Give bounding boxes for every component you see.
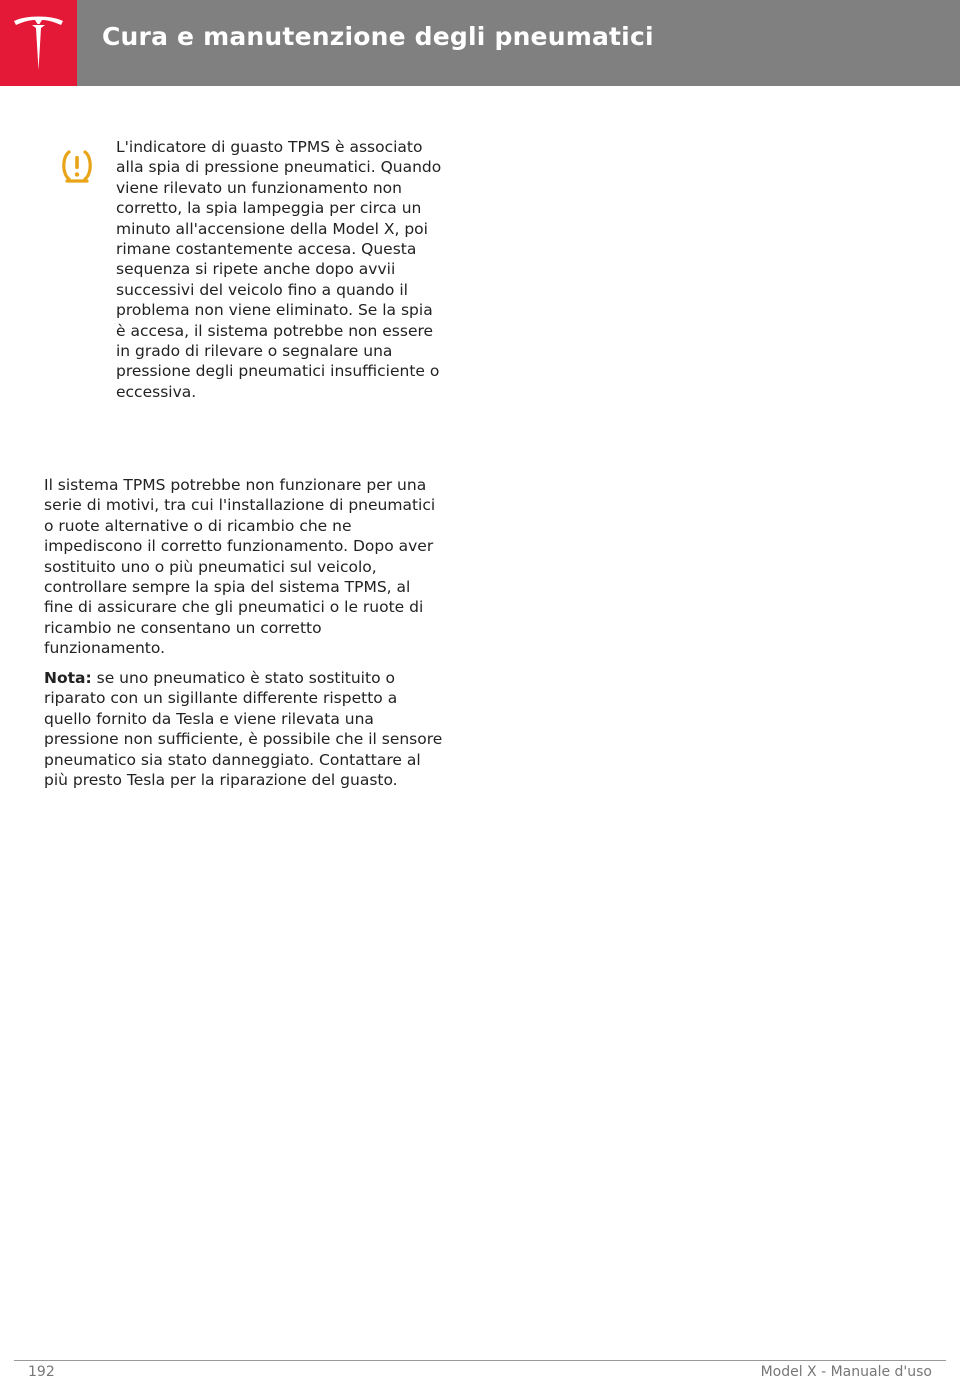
- note-text: se uno pneumatico è stato sostituito o riparato con un sigillante differente rispetto a quello fornito da Tesla e viene rilevata una pressione non sufficiente, è possibile che il sensore pneumatico sia stato danneggiato. Contattare al più presto Tesla per la riparazione del guasto.: [44, 669, 443, 790]
- page-header: [0, 0, 960, 86]
- tesla-logo-icon: [12, 14, 65, 72]
- tpms-warning-icon: [60, 148, 94, 184]
- tpms-paragraph: Il sistema TPMS potrebbe non funzionare per una serie di motivi, tra cui l'installazione di pneumatici o ruote alternative o di ricambio che ne impediscono il corretto funzionamento. Dopo aver sostituito uno o più pneumatici sul veicolo, controllare sempre la spia del sistema TPMS, al fine di assicurare che gli pneumatici o le ruote di ricambio ne consentano un corretto funzionamento.: [44, 476, 436, 658]
- note-paragraph: [44, 668, 444, 790]
- tpms-warning-description: L'indicatore di guasto TPMS è associato alla spia di pressione pneumatici. Quando viene rilevato un funzionamento non corretto, la spia lampeggia per circa un minuto all'accensione della Model X, poi rimane costantemente accesa. Questa sequenza si ripete anche dopo avvii successivi del veicolo fino a quando il problema non viene eliminato. Se la spia è accesa, il sistema potrebbe non essere in grado di rilevare o segnalare una pressione degli pneumatici insufficiente o eccessiva.: [116, 138, 442, 401]
- footer-title: Model X - Manuale d'uso: [760, 1364, 932, 1380]
- page-title: Cura e manutenzione degli pneumatici: [102, 22, 654, 51]
- note-label: Nota:: [44, 669, 92, 687]
- tesla-logo: [0, 0, 77, 86]
- page-number: 192: [28, 1364, 55, 1380]
- footer-divider: [14, 1360, 946, 1361]
